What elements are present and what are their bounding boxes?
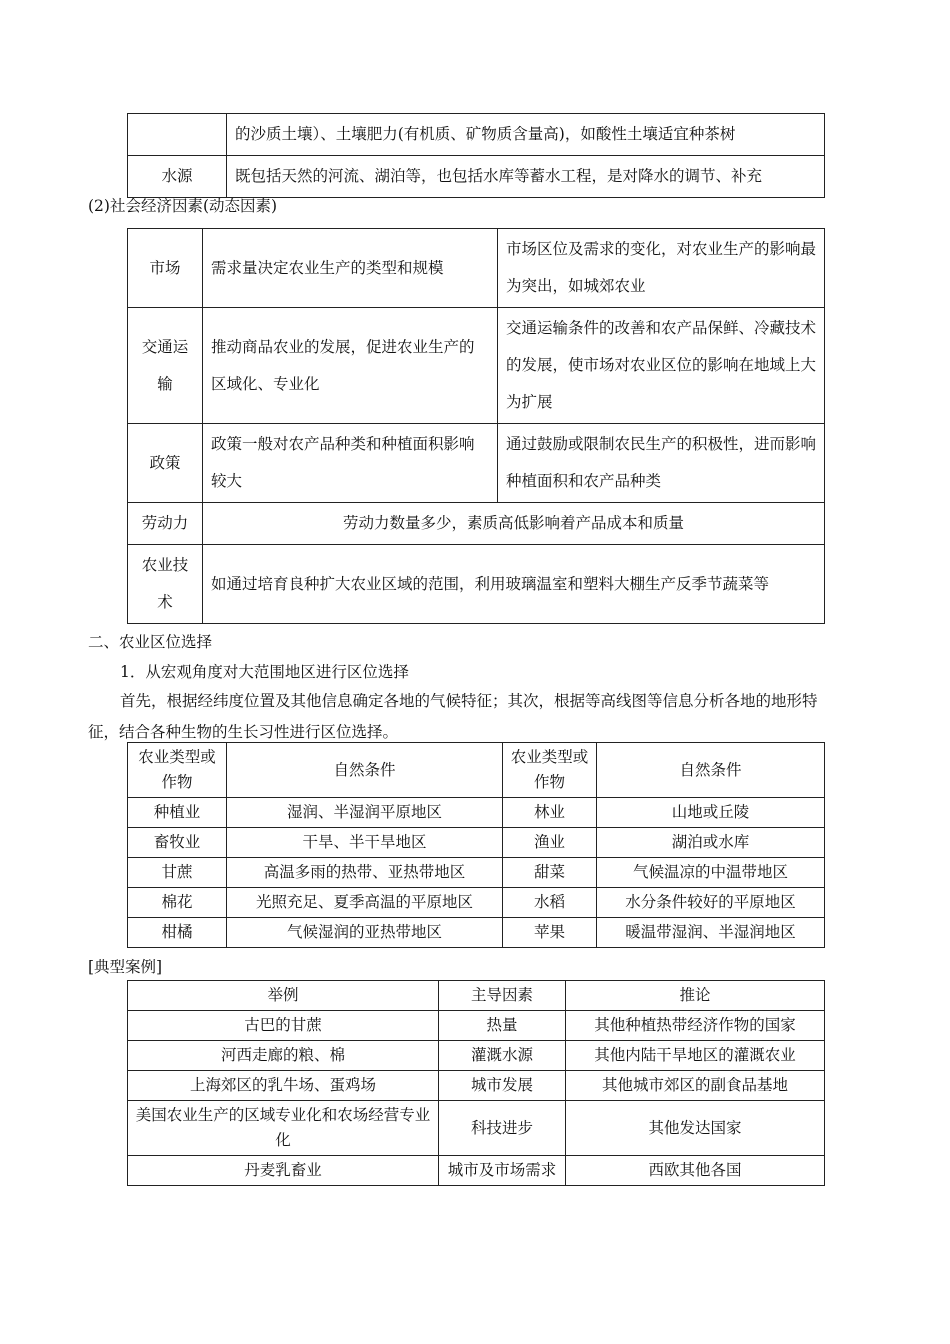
table-cell: 热量 [439, 1011, 566, 1041]
row-label [128, 114, 227, 156]
table-cell: 苹果 [503, 918, 597, 948]
table-row [128, 229, 825, 308]
table-cell: 其他城市郊区的副食品基地 [566, 1071, 825, 1101]
table-row [128, 114, 825, 156]
case-heading: [典型案例] [88, 958, 163, 976]
row-label: 农业技术 [128, 545, 203, 624]
table-cell: 湖泊或水库 [597, 828, 825, 858]
column-header: 推论 [566, 981, 825, 1011]
table-row [128, 888, 825, 918]
table-cell: 棉花 [128, 888, 227, 918]
crop-conditions-table [127, 742, 825, 948]
column-header: 举例 [128, 981, 439, 1011]
row-text: 既包括天然的河流、湖泊等，也包括水库等蓄水工程，是对降水的调节、补充 [227, 156, 825, 198]
column-header: 农业类型或作物 [128, 743, 227, 798]
table-row [128, 1101, 825, 1156]
table-row [128, 1156, 825, 1186]
table-cell: 渔业 [503, 828, 597, 858]
table-cell: 畜牧业 [128, 828, 227, 858]
table-cell: 干旱、半干旱地区 [227, 828, 503, 858]
column-header: 自然条件 [597, 743, 825, 798]
table-row [128, 858, 825, 888]
table-cell: 城市及市场需求 [439, 1156, 566, 1186]
table-row [128, 828, 825, 858]
row-col1: 推动商品农业的发展，促进农业生产的区域化、专业化 [203, 308, 498, 424]
row-merged: 如通过培育良种扩大农业区域的范围，利用玻璃温室和塑料大棚生产反季节蔬菜等 [203, 545, 825, 624]
table-cell: 山地或丘陵 [597, 798, 825, 828]
table-row [128, 1071, 825, 1101]
table-row [128, 545, 825, 624]
table-cell: 古巴的甘蔗 [128, 1011, 439, 1041]
table-row [128, 918, 825, 948]
table-cell: 光照充足、夏季高温的平原地区 [227, 888, 503, 918]
table-cell: 河西走廊的粮、棉 [128, 1041, 439, 1071]
row-merged: 劳动力数量多少，素质高低影响着产品成本和质量 [203, 503, 825, 545]
table-cell: 水稻 [503, 888, 597, 918]
table-row [128, 1041, 825, 1071]
row-label: 交通运输 [128, 308, 203, 424]
table-cell: 其他发达国家 [566, 1101, 825, 1156]
table-cell: 水分条件较好的平原地区 [597, 888, 825, 918]
column-header: 主导因素 [439, 981, 566, 1011]
row-label: 政策 [128, 424, 203, 503]
natural-factors-table [127, 113, 825, 198]
row-col2: 市场区位及需求的变化，对农业生产的影响最为突出，如城郊农业 [498, 229, 825, 308]
table-cell: 丹麦乳畜业 [128, 1156, 439, 1186]
table-row [128, 798, 825, 828]
table-cell: 甘蔗 [128, 858, 227, 888]
table-cell: 气候湿润的亚热带地区 [227, 918, 503, 948]
sub1-heading: 1．从宏观角度对大范围地区进行区位选择 [120, 663, 409, 681]
row-col2: 通过鼓励或限制农民生产的积极性，进而影响种植面积和农产品种类 [498, 424, 825, 503]
column-header: 农业类型或作物 [503, 743, 597, 798]
table-header-row [128, 743, 825, 798]
table-cell: 柑橘 [128, 918, 227, 948]
table-cell: 湿润、半湿润平原地区 [227, 798, 503, 828]
table-cell: 其他内陆干旱地区的灌溉农业 [566, 1041, 825, 1071]
table-cell: 种植业 [128, 798, 227, 828]
case-table [127, 980, 825, 1186]
table-cell: 气候温凉的中温带地区 [597, 858, 825, 888]
row-col1: 政策一般对农产品种类和种植面积影响较大 [203, 424, 498, 503]
table-header-row [128, 981, 825, 1011]
table-row [128, 156, 825, 198]
table-cell: 西欧其他各国 [566, 1156, 825, 1186]
table-cell: 科技进步 [439, 1101, 566, 1156]
social-factors-heading: (2)社会经济因素(动态因素) [88, 197, 278, 215]
table-row [128, 424, 825, 503]
table-cell: 其他种植热带经济作物的国家 [566, 1011, 825, 1041]
intro-paragraph: 首先，根据经纬度位置及其他信息确定各地的气候特征；其次，根据等高线图等信息分析各地的地形特征，结合各种生物的生长习性进行区位选择。 [88, 692, 818, 741]
table-cell: 城市发展 [439, 1071, 566, 1101]
table-cell: 灌溉水源 [439, 1041, 566, 1071]
table-cell: 甜菜 [503, 858, 597, 888]
table-row [128, 308, 825, 424]
table-row [128, 1011, 825, 1041]
row-label: 水源 [128, 156, 227, 198]
row-label: 劳动力 [128, 503, 203, 545]
social-factors-table [127, 228, 825, 624]
table-cell: 暖温带湿润、半湿润地区 [597, 918, 825, 948]
table-cell: 林业 [503, 798, 597, 828]
row-label: 市场 [128, 229, 203, 308]
table-row [128, 503, 825, 545]
table-cell: 高温多雨的热带、亚热带地区 [227, 858, 503, 888]
table-cell: 上海郊区的乳牛场、蛋鸡场 [128, 1071, 439, 1101]
row-col1: 需求量决定农业生产的类型和规模 [203, 229, 498, 308]
section2-heading: 二、农业区位选择 [88, 633, 213, 651]
row-text: 的沙质土壤）、土壤肥力(有机质、矿物质含量高)，如酸性土壤适宜种茶树 [227, 114, 825, 156]
column-header: 自然条件 [227, 743, 503, 798]
table-cell: 美国农业生产的区域专业化和农场经营专业化 [128, 1101, 439, 1156]
row-col2: 交通运输条件的改善和农产品保鲜、冷藏技术的发展，使市场对农业区位的影响在地域上大为扩展 [498, 308, 825, 424]
